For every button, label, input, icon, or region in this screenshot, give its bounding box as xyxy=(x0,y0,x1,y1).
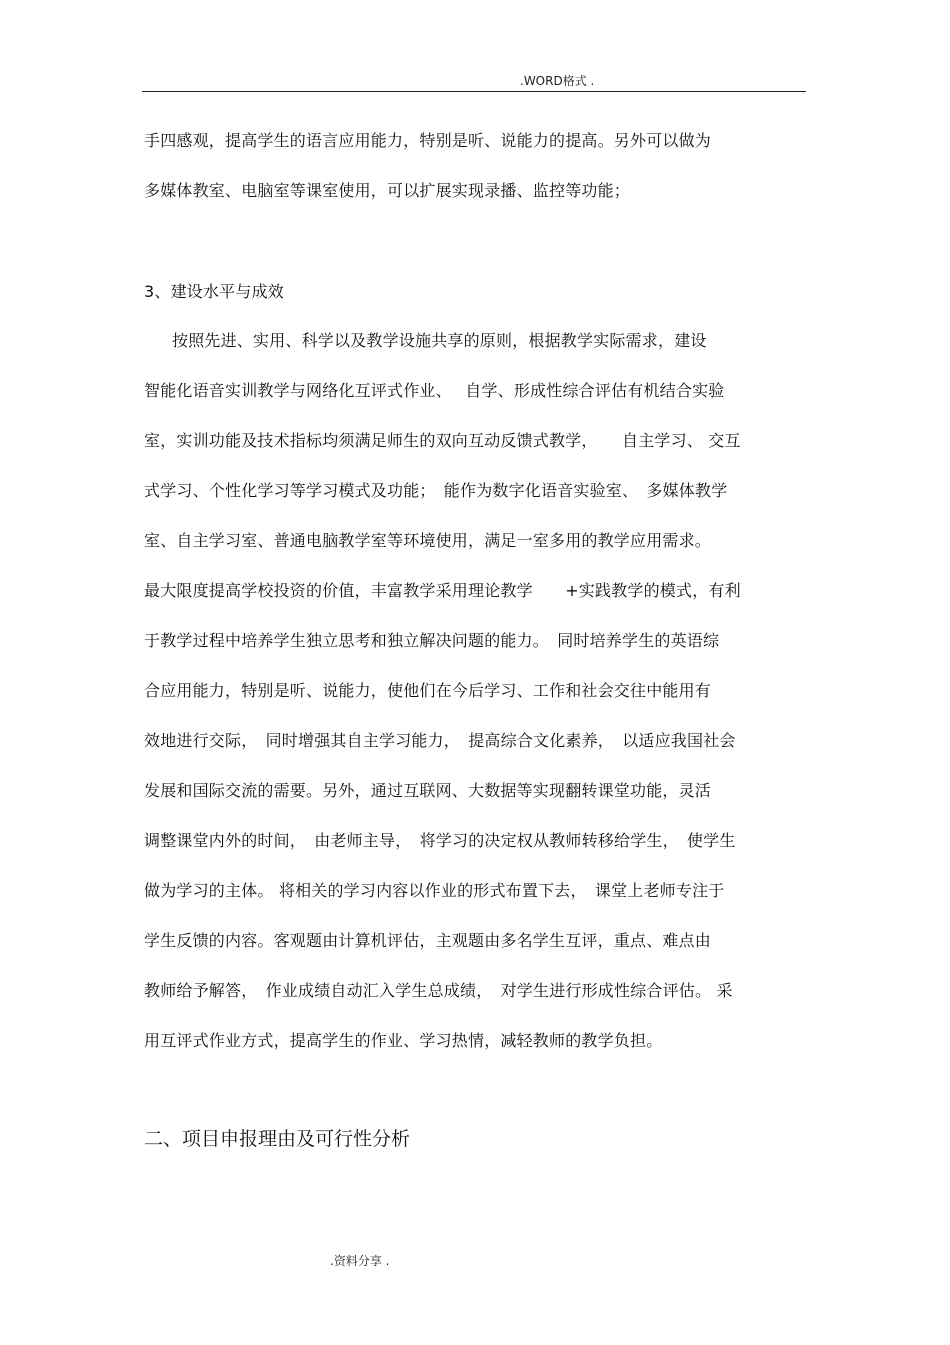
body-line: 调整课堂内外的时间， 由老师主导， 将学习的决定权从教师转移给学生， 使学生 xyxy=(144,831,736,850)
body-line: 教师给予解答， 作业成绩自动汇入学生总成绩， 对学生进行形成性综合评估。 采 xyxy=(144,981,733,1000)
body-line: 做为学习的主体。 将相关的学习内容以作业的形式布置下去， 课堂上老师专注于 xyxy=(144,881,725,900)
body-line: 多媒体教室、电脑室等课室使用，可以扩展实现录播、监控等功能； xyxy=(144,181,631,200)
body-line: 手四感观，提高学生的语言应用能力，特别是听、说能力的提高。另外可以做为 xyxy=(144,131,712,150)
body-line: 室，实训功能及技术指标均须满足师生的双向互动反馈式教学， 自主学习、 交互 xyxy=(144,431,741,450)
subsection-heading: 3、建设水平与成效 xyxy=(144,282,284,301)
body-line: 最大限度提高学校投资的价值，丰富教学采用理论教学 +实践教学的模式，有利 xyxy=(144,581,741,600)
body-line: 合应用能力，特别是听、说能力，使他们在今后学习、工作和社会交往中能用有 xyxy=(144,681,712,700)
section-title: 二、项目申报理由及可行性分析 xyxy=(144,1128,411,1150)
body-line: 智能化语音实训教学与网络化互评式作业、 自学、形成性综合评估有机结合实验 xyxy=(144,381,725,400)
body-line: 式学习、个性化学习等学习模式及功能； 能作为数字化语音实验室、 多媒体教学 xyxy=(144,481,728,500)
body-line: 于教学过程中培养学生独立思考和独立解决问题的能力。 同时培养学生的英语综 xyxy=(144,631,720,650)
body-line: 发展和国际交流的需要。另外，通过互联网、大数据等实现翻转课堂功能，灵活 xyxy=(144,781,712,800)
header-text: .WORD格式 . xyxy=(520,74,595,88)
body-line: 按照先进、实用、科学以及教学设施共享的原则，根据教学实际需求，建设 xyxy=(172,331,707,350)
body-line: 室、自主学习室、普通电脑教学室等环境使用，满足一室多用的教学应用需求。 xyxy=(144,531,712,550)
body-line: 用互评式作业方式，提高学生的作业、学习热情，减轻教师的教学负担。 xyxy=(144,1031,663,1050)
footer-text: .资料分享 . xyxy=(330,1254,390,1268)
header-divider xyxy=(142,91,806,92)
body-line: 效地进行交际， 同时增强其自主学习能力， 提高综合文化素养， 以适应我国社会 xyxy=(144,731,736,750)
body-line: 学生反馈的内容。客观题由计算机评估，主观题由多名学生互评，重点、难点由 xyxy=(144,931,712,950)
